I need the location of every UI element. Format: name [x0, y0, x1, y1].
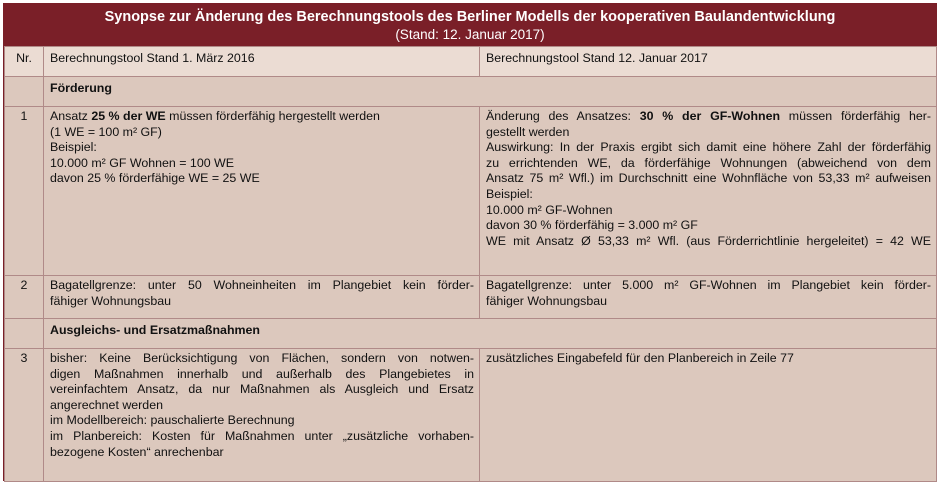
row-number: 3 — [5, 349, 44, 482]
text-line: Ansatz 25 % der WE müssen förderfähig hergestellt werden — [50, 109, 380, 123]
text-line: Bagatellgrenze: unter 5.000 m² GF-Wohnen im Plangebiet kein förder- — [486, 278, 931, 292]
text-line: Auswirkung: In der Praxis ergibt sich damit eine höhere Zahl der förderfähig — [486, 140, 931, 155]
document-title: Synopse zur Änderung des Berechnungstools des Berliner Modells der kooperativen Baulandentwicklung — [104, 9, 836, 25]
section-title-ausgleich: Ausgleichs- und Ersatzmaßnahmen — [44, 319, 937, 349]
cell-old — [44, 276, 480, 319]
section-row-foerderung — [5, 77, 937, 107]
section-title-foerderung: Förderung — [44, 77, 937, 107]
text-line: (1 WE = 100 m² GF) — [50, 124, 162, 139]
title-bar — [4, 4, 936, 46]
text-line: im Planbereich: Kosten für Maßnahmen unter „zusätzliche vorhaben- — [50, 428, 474, 443]
text-line: 10.000 m² GF Wohnen = 100 WE — [50, 155, 235, 170]
section-nr-cell — [5, 77, 44, 107]
column-header-old: Berechnungstool Stand 1. März 2016 — [44, 47, 480, 77]
section-nr-cell — [5, 319, 44, 349]
text-line: vereinfachtem Ansatz, da nur Maßnahmen als Ausgleich und Ersatz — [50, 382, 474, 397]
row-number: 2 — [5, 276, 44, 319]
text-line: gestellt werden — [486, 124, 570, 139]
text-line: Änderung des Ansatzes: 30 % der GF-Wohnen müssen förderfähig her- — [486, 109, 931, 123]
cell-old — [44, 107, 480, 276]
table-row — [5, 349, 937, 482]
cell-new — [480, 276, 937, 319]
text-line: Beispiel: — [486, 186, 533, 201]
text-line: fähiger Wohnungsbau — [486, 293, 608, 308]
synopsis-table — [4, 46, 937, 482]
row-number: 1 — [5, 107, 44, 276]
cell-old — [44, 349, 480, 482]
text-line: Bagatellgrenze: unter 50 Wohneinheiten im Plangebiet kein förder- — [50, 278, 474, 292]
table-header-row — [5, 47, 937, 77]
text-line: WE mit Ansatz Ø 53,33 m² Wfl. (aus Förderrichtlinie hergeleitet) = 42 WE — [486, 233, 931, 248]
column-header-nr: Nr. — [5, 47, 44, 77]
text-line: davon 30 % förderfähig = 3.000 m² GF — [486, 218, 698, 233]
text-line: bezogene Kosten“ anrechenbar — [50, 444, 224, 459]
synopsis-document — [3, 3, 937, 481]
document-subtitle: (Stand: 12. Januar 2017) — [395, 27, 545, 42]
cell-new — [480, 349, 937, 482]
section-row-ausgleich — [5, 319, 937, 349]
text-line: digen Maßnahmen innerhalb und außerhalb des Plangebietes in — [50, 366, 474, 381]
text-line: 10.000 m² GF-Wohnen — [486, 202, 613, 217]
table-row — [5, 107, 937, 276]
text-line: zu errichtenden WE, da förderfähige Wohnungen (abweichend von dem — [486, 155, 931, 170]
text-line: bisher: Keine Berücksichtigung von Flächen, sondern von notwen- — [50, 351, 474, 365]
text-line: Beispiel: — [50, 140, 97, 155]
text-line: im Modellbereich: pauschalierte Berechnung — [50, 413, 295, 428]
table-row — [5, 276, 937, 319]
text-line: fähiger Wohnungsbau — [50, 293, 172, 308]
text-line: Ansatz 75 m² Wfl.) im Durchschnitt eine Wohnfläche von 53,33 m² aufweisen — [486, 171, 931, 186]
text-line: zusätzliches Eingabefeld für den Planbereich in Zeile 77 — [486, 351, 794, 365]
cell-new — [480, 107, 937, 276]
column-header-new: Berechnungstool Stand 12. Januar 2017 — [480, 47, 937, 77]
text-line: davon 25 % förderfähige WE = 25 WE — [50, 171, 260, 186]
text-line: angerechnet werden — [50, 397, 163, 412]
